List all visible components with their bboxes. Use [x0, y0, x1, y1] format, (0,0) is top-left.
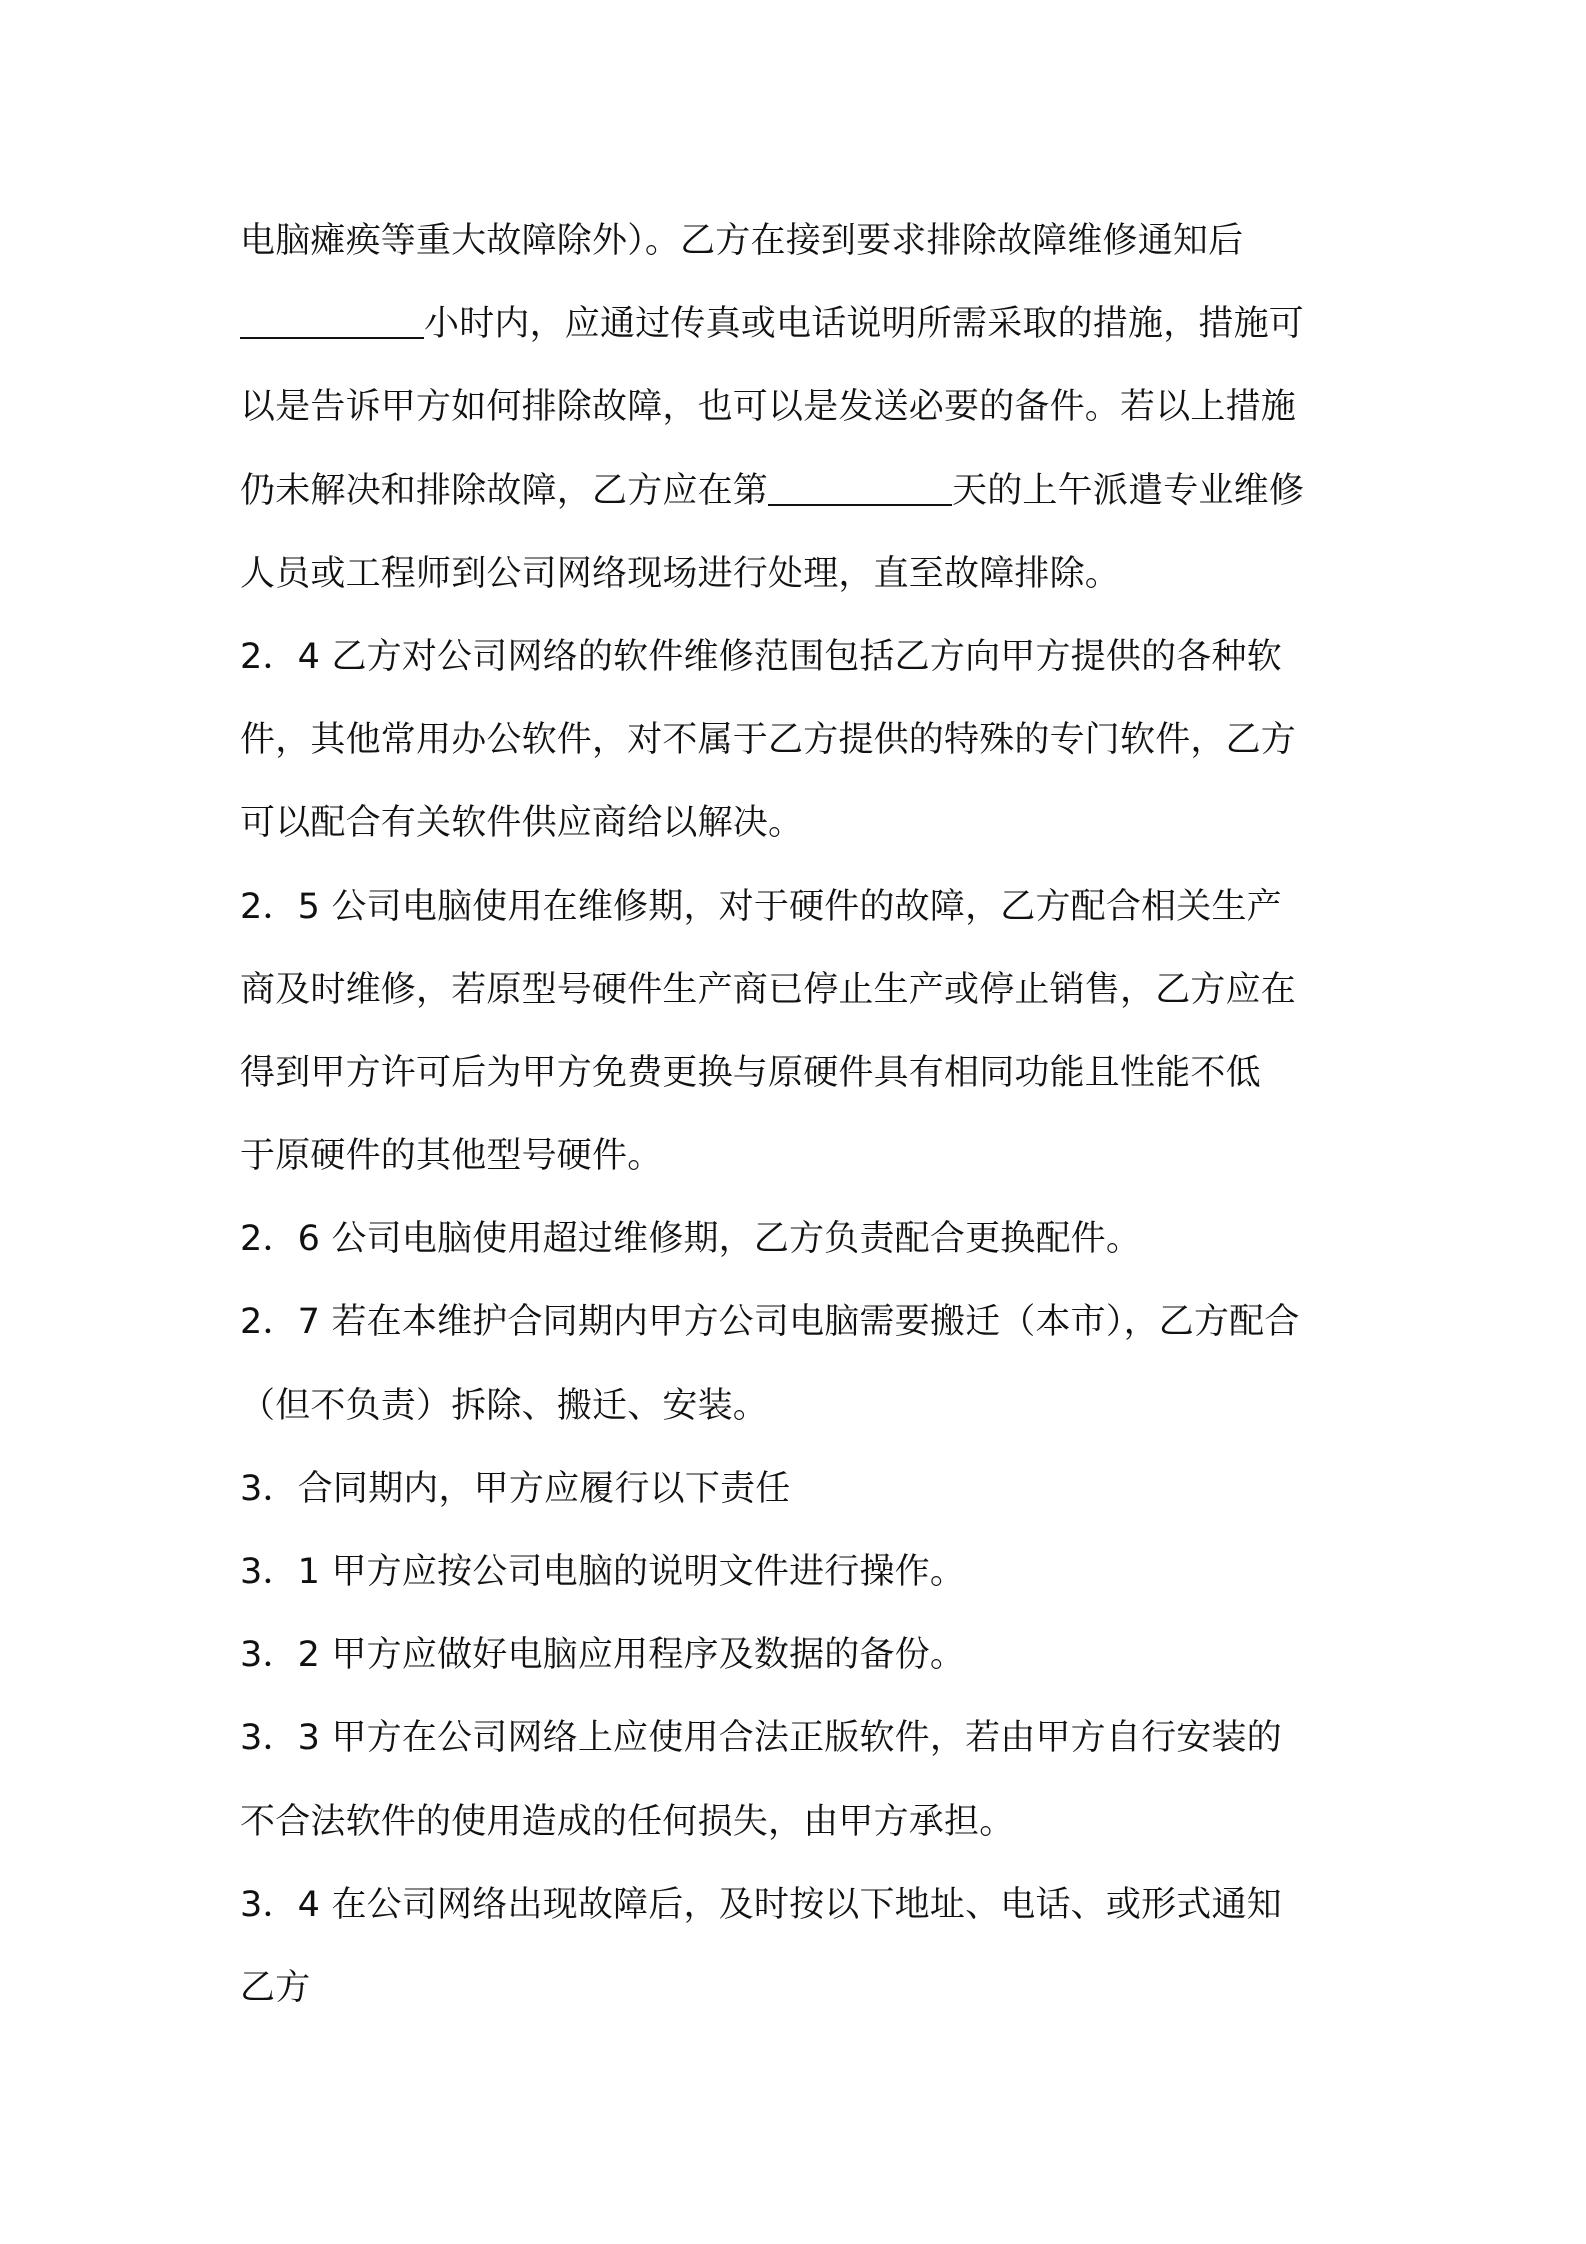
blank-field[interactable]	[768, 474, 952, 506]
text-line: 得到甲方许可后为甲方免费更换与原硬件具有相同功能且性能不低	[240, 1052, 1261, 1093]
clause-2-5: 2．5 公司电脑使用在维修期，对于硬件的故障，乙方配合相关生产	[240, 886, 1282, 927]
line-text: 仍未解决和排除故障，乙方应在第	[240, 470, 769, 511]
text-line: 人员或工程师到公司网络现场进行处理，直至故障排除。	[240, 553, 1121, 594]
text-line: 电脑瘫痪等重大故障除外）。乙方在接到要求排除故障维修通知后	[240, 221, 1244, 261]
blank-field[interactable]	[240, 307, 424, 339]
text-line-with-blank	[240, 283, 1360, 366]
line-text: 天的上午派遣专业维修	[952, 470, 1305, 511]
text-line: 于原硬件的其他型号硬件。	[240, 1136, 663, 1177]
text-line-with-blank	[240, 450, 1360, 533]
clause-3-4: 3．4 在公司网络出现故障后，及时按以下地址、电话、或形式通知	[240, 1884, 1282, 1925]
clause-2-7: 2．7 若在本维护合同期内甲方公司电脑需要搬迁（本市），乙方配合	[240, 1302, 1300, 1343]
line-text: 小时内，应通过传真或电话说明所需采取的措施，措施可	[424, 304, 1305, 345]
text-line: 以是告诉甲方如何排除故障，也可以是发送必要的备件。若以上措施	[240, 387, 1297, 428]
clause-3-2: 3．2 甲方应做好电脑应用程序及数据的备份。	[240, 1635, 966, 1676]
clause-3-1: 3．1 甲方应按公司电脑的说明文件进行操作。	[240, 1552, 966, 1592]
clause-2-4: 2．4 乙方对公司网络的软件维修范围包括乙方向甲方提供的各种软	[240, 636, 1282, 677]
section-3-heading: 3．合同期内，甲方应履行以下责任	[240, 1468, 791, 1509]
clause-3-3: 3．3 甲方在公司网络上应使用合法正版软件，若由甲方自行安装的	[240, 1718, 1282, 1759]
text-line: （但不负责）拆除、搬迁、安装。	[240, 1385, 769, 1426]
text-line: 不合法软件的使用造成的任何损失，由甲方承担。	[240, 1801, 1015, 1842]
document-page	[240, 200, 1360, 2030]
text-line: 商及时维修，若原型号硬件生产商已停止生产或停止销售，乙方应在	[240, 969, 1297, 1010]
text-line: 件，其他常用办公软件，对不属于乙方提供的特殊的专门软件，乙方	[240, 720, 1297, 761]
text-line: 乙方	[240, 1967, 311, 2008]
clause-2-6: 2．6 公司电脑使用超过维修期，乙方负责配合更换配件。	[240, 1219, 1142, 1260]
text-line: 可以配合有关软件供应商给以解决。	[240, 803, 804, 844]
